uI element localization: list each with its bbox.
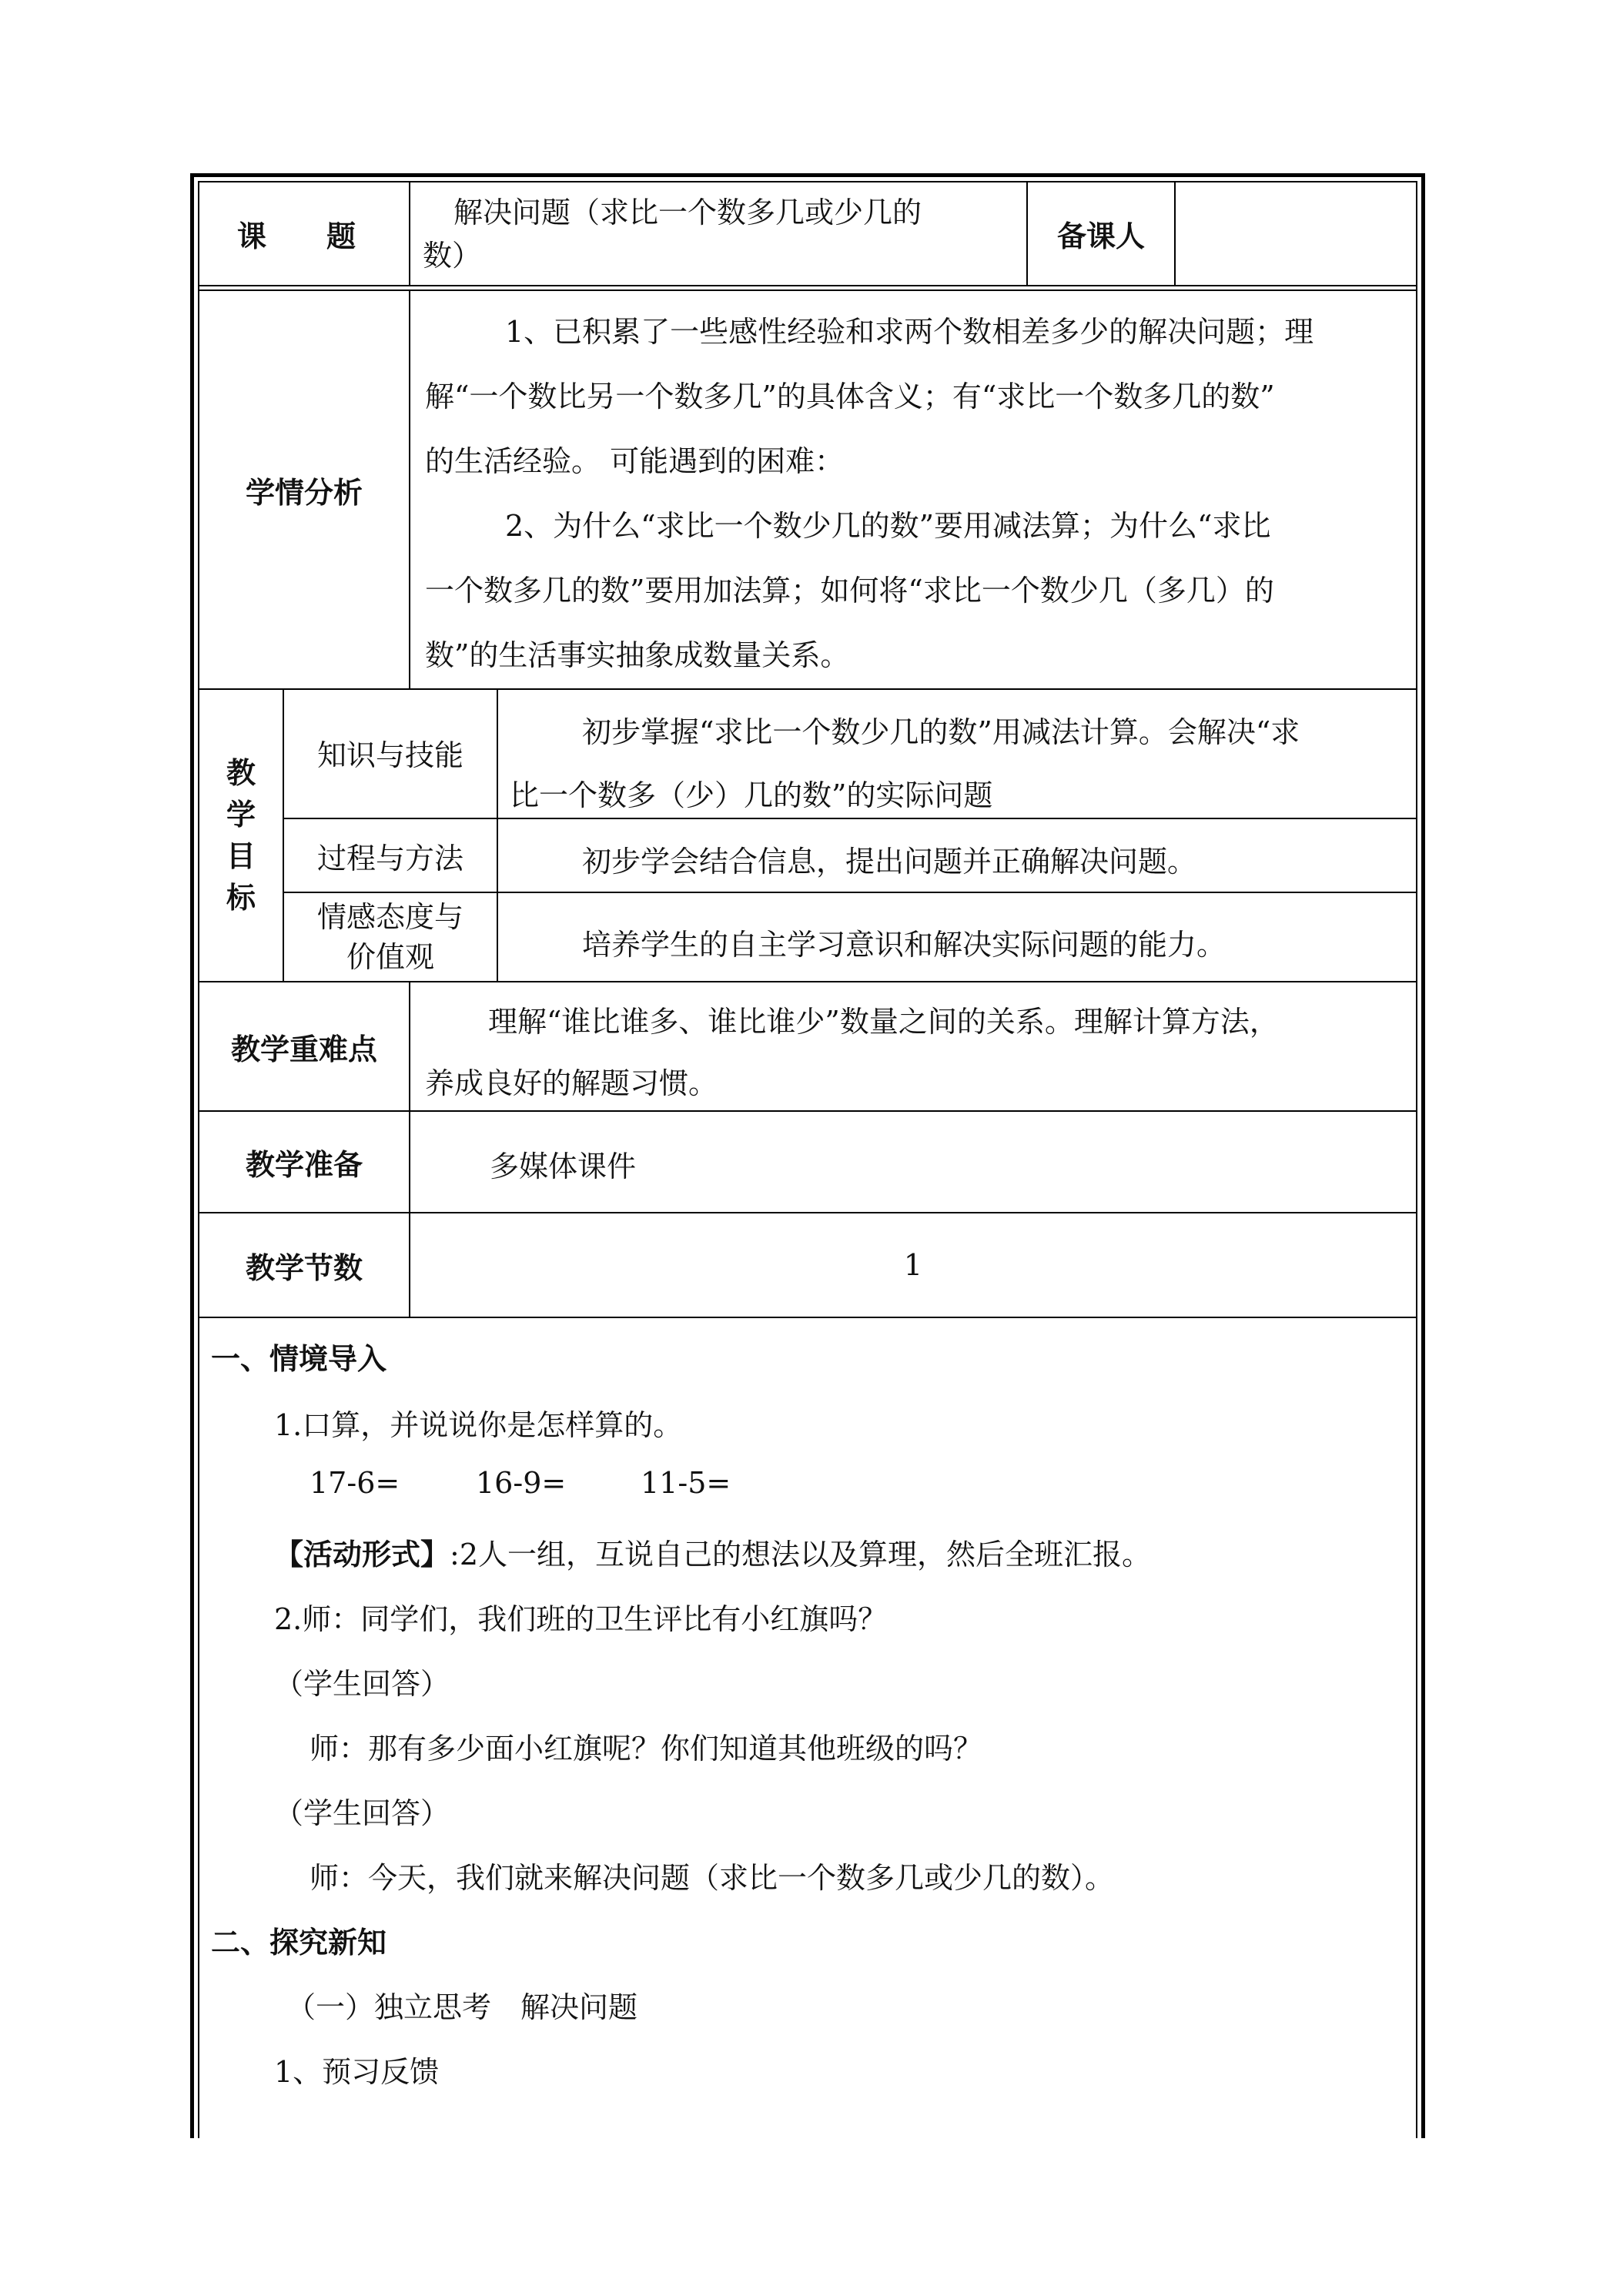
preparation-label-text: 教学准备 xyxy=(245,1147,363,1182)
teacher-line: 师：那有多少面小红旗呢？你们知道其他班级的吗？ xyxy=(310,1732,983,1766)
key-points-line: 养成良好的解题习惯。 xyxy=(425,1066,718,1100)
topic-label xyxy=(199,182,409,285)
row-divider xyxy=(198,1317,1417,1318)
periods-label-text: 教学节数 xyxy=(245,1250,363,1285)
objective-process-line: 初步学会结合信息，提出问题并正确解决问题。 xyxy=(582,845,1197,879)
objective-attitude-label-line: 价值观 xyxy=(346,940,434,974)
divider xyxy=(409,1112,410,1212)
objective-knowledge-line: 比一个数多（少）几的数”的实际问题 xyxy=(510,778,993,812)
activity-label: 【活动形式】 xyxy=(274,1538,450,1571)
student-answer: （学生回答） xyxy=(274,1796,450,1830)
key-points-label xyxy=(199,982,409,1110)
objective-attitude-label-line: 情感态度与 xyxy=(316,900,463,934)
divider xyxy=(409,291,410,688)
periods-label xyxy=(199,1213,409,1317)
section-title: 二、探究新知 xyxy=(211,1926,387,1960)
analysis-line: 2、为什么“求比一个数少几的数”要用减法算；为什么“求比 xyxy=(505,509,1271,543)
analysis-line: 一个数多几的数”要用加法算；如何将“求比一个数少几（多几）的 xyxy=(425,574,1274,607)
objective-knowledge-label: 知识与技能 xyxy=(316,738,463,772)
row-divider-double xyxy=(198,285,1417,291)
analysis-label-text: 学情分析 xyxy=(245,475,363,510)
objectives-label-char: 标 xyxy=(226,881,256,915)
student-answer: （学生回答） xyxy=(274,1667,450,1701)
calc-expression: 17-6= xyxy=(310,1466,400,1500)
subsection-title: （一）独立思考 解决问题 xyxy=(286,1990,638,2024)
analysis-line: 的生活经验。 可能遇到的困难： xyxy=(425,444,845,478)
calc-expression: 16-9= xyxy=(476,1466,567,1500)
activity-line xyxy=(274,1531,1151,1573)
objectives-label-char: 目 xyxy=(226,839,256,873)
process-item: 1、预习反馈 xyxy=(274,2055,440,2089)
topic-label-text: 课 题 xyxy=(236,219,371,253)
process-item: 2.师：同学们，我们班的卫生评比有小红旗吗？ xyxy=(274,1602,888,1636)
analysis-line: 1、已积累了一些感性经验和求两个数相差多少的解决问题；理 xyxy=(505,315,1314,349)
key-points-label-text: 教学重难点 xyxy=(230,1032,377,1066)
topic-value-line2: 数） xyxy=(423,238,482,273)
divider xyxy=(497,690,498,981)
objectives-label-char: 教 xyxy=(226,756,256,790)
objectives-label xyxy=(199,690,283,981)
topic-value xyxy=(410,182,1026,285)
divider xyxy=(409,982,410,1110)
periods-value: 1 xyxy=(903,1248,923,1282)
activity-text: :2人一组，互说自己的想法以及算理，然后全班汇报。 xyxy=(450,1538,1151,1571)
preparation-value: 多媒体课件 xyxy=(490,1150,637,1183)
topic-value-line1: 解决问题（求比一个数多几或少几的 xyxy=(453,195,922,229)
preparation-label xyxy=(199,1112,409,1212)
objective-attitude-label xyxy=(284,893,497,981)
preparer-label-text: 备课人 xyxy=(1056,219,1145,253)
preparer-value xyxy=(1176,182,1416,285)
preparer-label xyxy=(1028,182,1174,285)
objective-attitude-line: 培养学生的自主学习意识和解决实际问题的能力。 xyxy=(582,928,1226,962)
objective-process-label: 过程与方法 xyxy=(316,841,463,875)
teacher-line: 师：今天，我们就来解决问题（求比一个数多几或少几的数）。 xyxy=(310,1861,1115,1895)
objective-knowledge-line: 初步掌握“求比一个数少几的数”用减法计算。会解决“求 xyxy=(582,715,1300,749)
analysis-line: 数”的生活事实抽象成数量关系。 xyxy=(425,638,850,672)
calc-expression: 11-5= xyxy=(641,1466,731,1500)
key-points-line: 理解“谁比谁多、谁比谁少”数量之间的关系。理解计算方法， xyxy=(488,1005,1279,1039)
analysis-line: 解“一个数比另一个数多几”的具体含义；有“求比一个数多几的数” xyxy=(425,380,1275,413)
process-item: 1.口算，并说说你是怎样算的。 xyxy=(274,1408,683,1442)
objectives-label-char: 学 xyxy=(226,798,256,832)
analysis-label xyxy=(199,291,409,688)
section-title: 一、情境导入 xyxy=(211,1342,387,1376)
